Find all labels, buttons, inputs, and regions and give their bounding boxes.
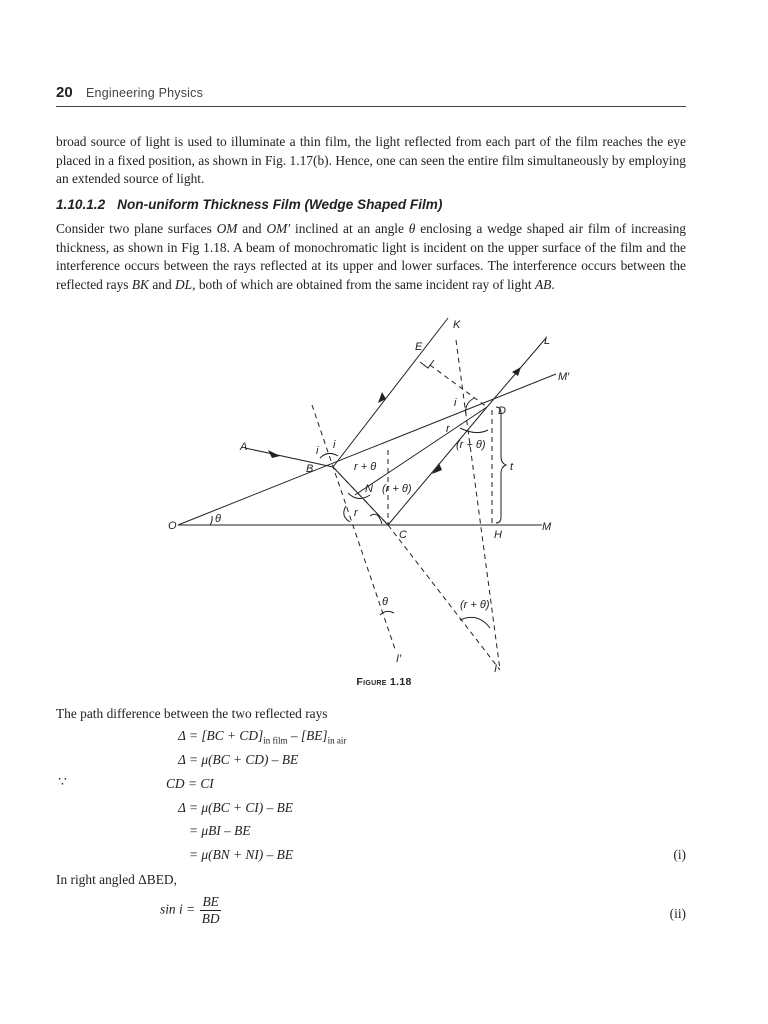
equation-delta-definition: $\Delta = [BC + CD]_{in film} - [BE]_{in air}$	[178, 728, 347, 746]
label-n: N	[365, 483, 373, 495]
label-r-theta-b: r + θ	[354, 461, 377, 473]
intro-paragraph: broad source of light is used to illuminate a thin film, the light reflected from each part of the film reaches the eye placed in a fixed position, as shown in Fig. 1.17(b). Hence, one can seen the entire film simultaneously by employing an extended source of light.	[56, 134, 686, 186]
equation-delta-ci: Δ = μ(BC + CI) – BE	[178, 800, 293, 815]
arrow-on-ab	[268, 450, 280, 458]
label-b: B	[306, 463, 314, 475]
theta-arc	[210, 516, 212, 525]
label-m: M	[542, 521, 552, 533]
line-ed	[430, 365, 487, 407]
thickness-brace	[496, 407, 506, 523]
angle-arc-c	[370, 514, 382, 524]
label-theta-low: θ	[382, 596, 388, 608]
label-l: L	[544, 335, 551, 347]
label-r-b: r	[354, 507, 358, 519]
angle-arc-rtheta-low	[460, 617, 490, 628]
section-heading	[56, 197, 442, 212]
because-symbol: ∵	[58, 775, 67, 790]
label-k: K	[453, 319, 461, 331]
label-r-top: r	[446, 423, 450, 435]
label-d: D	[498, 405, 506, 417]
arrow-on-dl	[512, 367, 521, 376]
angle-arc-i	[466, 398, 474, 414]
label-r-theta-d: (r + θ)	[456, 439, 486, 451]
dash-bc	[333, 467, 388, 525]
equation-mu-bn-ni: = μ(BN + NI) – BE	[189, 847, 294, 862]
label-r-theta-low: (r + θ)	[460, 599, 490, 611]
section-number: 1.10.1.2	[56, 197, 106, 212]
book-title: Engineering Physics	[86, 86, 204, 100]
label-i-b1: i	[316, 445, 319, 457]
angle-arc-b	[320, 453, 338, 458]
label-h: H	[494, 529, 502, 541]
page-number: 20	[56, 84, 73, 101]
equation-sin-i: sin i = $\frac{BE}{BD}$	[160, 894, 220, 926]
body-paragraph: Consider two plane surfaces OM and OM′ inclined at an angle θ enclosing a wedge shaped air film of increasing thickness, as shown in Fig 1.18. A beam of monochromatic light is incident on the upper surface of the film and the interference occurs between the rays reflected at its upper and lower surfaces. The interference occurs between the reflected rays BK and DL, both of which are obtained from the same incident ray of light AB.	[56, 221, 687, 292]
label-t: t	[510, 461, 514, 473]
label-c: C	[399, 529, 407, 541]
arrow-on-bk	[378, 392, 386, 403]
derivation-intro: The path difference between the two reflected rays	[56, 706, 328, 721]
wedge-film-figure	[160, 310, 600, 680]
section-title: Non-uniform Thickness Film (Wedge Shaped Film)	[117, 197, 443, 212]
label-theta: θ	[215, 513, 221, 525]
label-a: A	[240, 441, 248, 453]
angle-arc-d	[460, 428, 488, 433]
equation-cd-ci: CD = CI	[166, 776, 214, 791]
normal-at-b	[312, 405, 396, 652]
equation-mu-bi: = μBI – BE	[189, 823, 251, 838]
label-i-b2: i	[333, 439, 336, 451]
label-i-point: I	[494, 663, 498, 675]
fraction-be-bd: $\frac{BE}{BD}$	[201, 894, 220, 926]
label-o: O	[168, 520, 177, 532]
label-r-theta-n: (r + θ)	[382, 483, 412, 495]
line-nd	[355, 407, 487, 495]
triangle-statement: In right angled ΔBED,	[56, 872, 177, 887]
wedge-film-diagram	[160, 310, 600, 680]
equation-number-i: (i)	[673, 847, 686, 862]
page-header	[56, 84, 686, 107]
equation-delta-mu: Δ = μ(BC + CD) – BE	[178, 752, 299, 767]
equation-number-ii: (ii)	[669, 906, 686, 921]
label-e: E	[415, 341, 423, 353]
label-i-top: i	[454, 397, 457, 409]
arrow-on-cd	[432, 463, 442, 474]
figure-caption: Figure 1.18	[356, 676, 412, 688]
label-m-prime: M′	[558, 371, 570, 383]
label-i-prime: I′	[396, 653, 402, 665]
